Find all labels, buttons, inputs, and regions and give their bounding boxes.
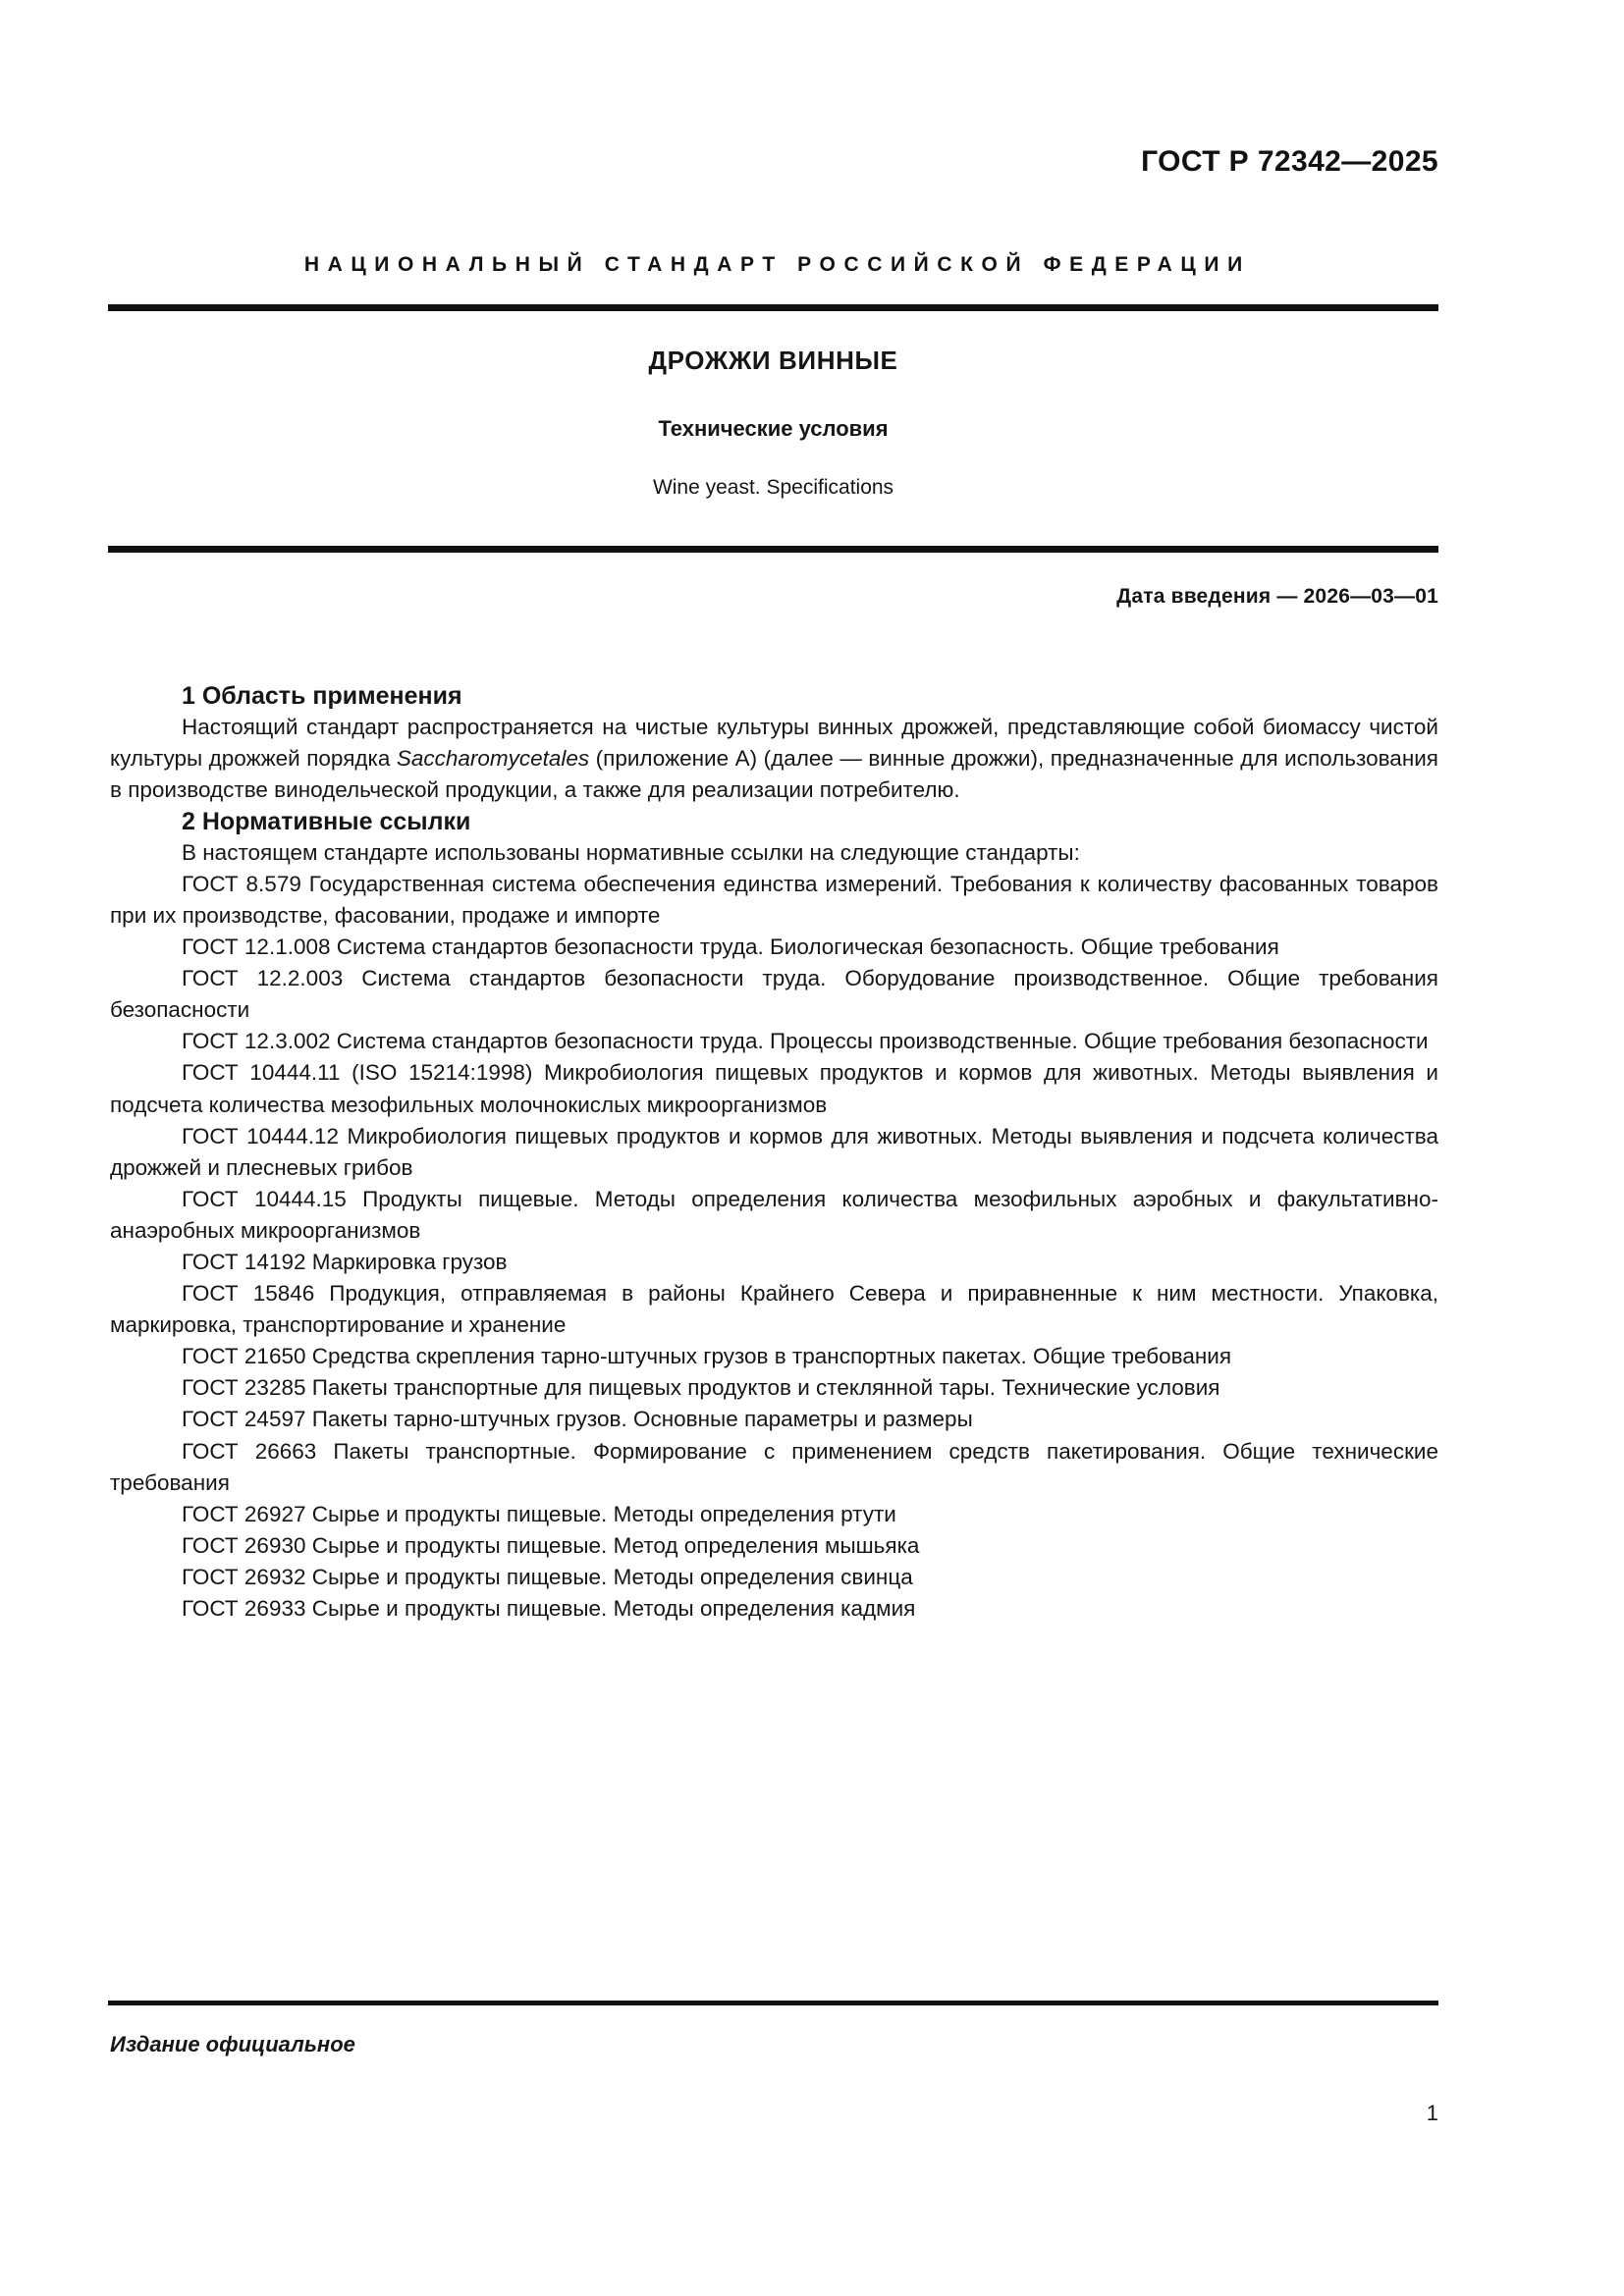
reference-item: ГОСТ 10444.11 (ISO 15214:1998) Микробиология пищевых продуктов и кормов для животных. Методы выявления и подсчета количества мезофильных молочнокислых микроорганизмов bbox=[110, 1060, 1438, 1117]
scope-text-part2: (приложение А) (далее — винные дрожжи), предназначенные для использования в производстве винодельческой продукции, а также для реализации потребителю. bbox=[110, 746, 1438, 803]
reference-item: ГОСТ 23285 Пакеты транспортные для пищевых продуктов и стеклянной тары. Технические условия bbox=[182, 1375, 1220, 1401]
reference-item: ГОСТ 26932 Сырье и продукты пищевые. Методы определения свинца bbox=[182, 1564, 913, 1589]
reference-item: ГОСТ 10444.15 Продукты пищевые. Методы определения количества мезофильных аэробных и факультативно-анаэробных микроорганизмов bbox=[110, 1186, 1438, 1243]
official-edition-note: Издание официальное bbox=[110, 2032, 355, 2056]
reference-item: ГОСТ 24597 Пакеты тарно-штучных грузов. Основные параметры и размеры bbox=[182, 1407, 973, 1432]
reference-item: ГОСТ 12.1.008 Система стандартов безопасности труда. Биологическая безопасность. Общие требования bbox=[182, 934, 1279, 960]
header-rule-bottom bbox=[108, 546, 1438, 553]
document-number: ГОСТ Р 72342—2025 bbox=[1141, 145, 1438, 178]
reference-item: ГОСТ 14192 Маркировка грузов bbox=[182, 1250, 508, 1274]
section-heading-references: 2 Нормативные ссылки bbox=[182, 807, 471, 835]
page-number: 1 bbox=[1426, 2101, 1438, 2125]
document-body bbox=[110, 681, 1438, 1625]
scope-text-part1: Настоящий стандарт распространяется на чистые культуры винных дрожжей, представляющие собой биомассу чистой культуры дрожжей порядка bbox=[110, 715, 1438, 772]
page-title: ДРОЖЖИ ВИННЫЕ bbox=[648, 346, 898, 375]
reference-item: ГОСТ 10444.12 Микробиология пищевых продуктов и кормов для животных. Методы выявления и подсчета количества дрожжей и плесневых грибов bbox=[110, 1123, 1438, 1180]
reference-item: ГОСТ 12.3.002 Система стандартов безопасности труда. Процессы производственные. Общие требования безопасности bbox=[182, 1029, 1429, 1054]
header-rule-top bbox=[108, 304, 1438, 311]
scientific-name: Saccharomycetales bbox=[396, 746, 590, 772]
section-heading-scope: 1 Область применения bbox=[182, 682, 462, 710]
references-intro: В настоящем стандарте использованы нормативные ссылки на следующие стандарты: bbox=[182, 839, 1080, 865]
page-title-english: Wine yeast. Specifications bbox=[652, 476, 894, 499]
page-subtitle: Технические условия bbox=[658, 416, 889, 441]
scope-paragraph bbox=[110, 712, 1438, 806]
reference-item: ГОСТ 8.579 Государственная система обеспечения единства измерений. Требования к количеству фасованных товаров при их производстве, фасовании, продаже и импорте bbox=[110, 871, 1438, 928]
reference-item: ГОСТ 15846 Продукция, отправляемая в районы Крайнего Севера и приравненные к ним местности. Упаковка, маркировка, транспортирование и хранение bbox=[110, 1281, 1438, 1338]
reference-item: ГОСТ 26927 Сырье и продукты пищевые. Методы определения ртути bbox=[182, 1501, 896, 1526]
reference-item: ГОСТ 12.2.003 Система стандартов безопасности труда. Оборудование производственное. Общие требования безопасности bbox=[110, 966, 1438, 1023]
reference-item: ГОСТ 26663 Пакеты транспортные. Формирование с применением средств пакетирования. Общие технические требования bbox=[110, 1438, 1438, 1495]
reference-item: ГОСТ 26930 Сырье и продукты пищевые. Метод определения мышьяка bbox=[182, 1532, 920, 1558]
national-standard-banner: НАЦИОНАЛЬНЫЙ СТАНДАРТ РОССИЙСКОЙ ФЕДЕРАЦИИ bbox=[303, 253, 1251, 276]
effective-date: Дата введения — 2026—03—01 bbox=[1116, 585, 1438, 608]
footer-rule bbox=[108, 2001, 1438, 2005]
reference-item: ГОСТ 26933 Сырье и продукты пищевые. Методы определения кадмия bbox=[182, 1596, 916, 1622]
reference-item: ГОСТ 21650 Средства скрепления тарно-штучных грузов в транспортных пакетах. Общие требования bbox=[182, 1344, 1232, 1369]
